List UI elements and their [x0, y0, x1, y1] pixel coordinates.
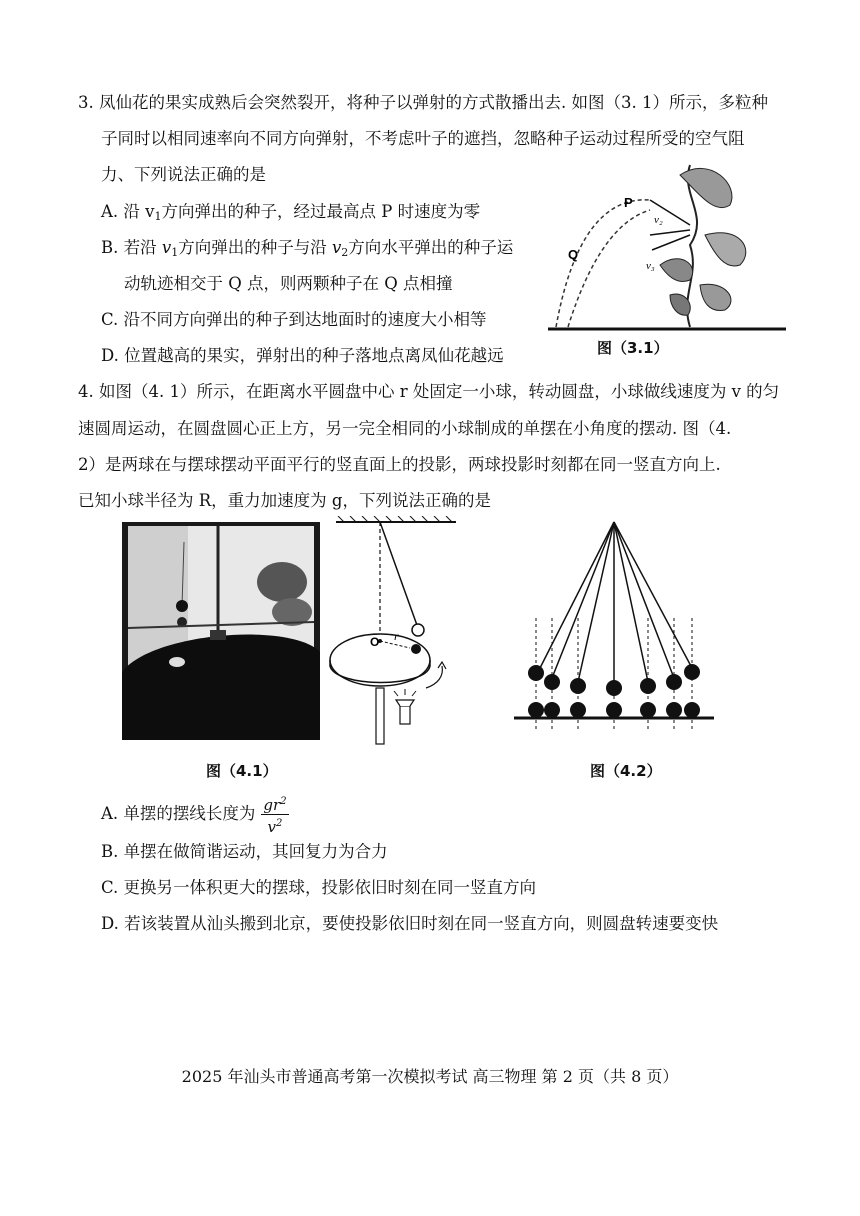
q3-option-a-sub: 1 [154, 210, 162, 223]
q4-stem-line2: 速圆周运动，在圆盘圆心正上方，另一完全相同的小球制成的单摆在小角度的摆动. 图（4. [78, 419, 732, 438]
q3-option-b-post: 方向水平弹出的种子运 [348, 238, 514, 257]
q3-option-a [101, 201, 480, 228]
q3-stem-line3: 力、下列说法正确的是 [101, 165, 266, 184]
q3-option-d: D. 位置越高的果实，弹射出的种子落地点离凤仙花越远 [101, 346, 504, 365]
figure-4-1-diagram [326, 516, 466, 746]
q3-option-a-pre: A. 沿 v [101, 202, 155, 221]
q3-option-c: C. 沿不同方向弹出的种子到达地面时的速度大小相等 [101, 310, 487, 329]
label-q: Q [568, 247, 579, 262]
q3-option-b-v1-sub: 1 [171, 246, 179, 259]
q4-option-d: D. 若该装置从汕头搬到北京，要使投影依旧时刻在同一竖直方向，则圆盘转速要变快 [101, 914, 719, 933]
figure-4-2 [510, 518, 720, 738]
q4-stem-line1: 4. 如图（4. 1）所示，在距离水平圆盘中心 r 处固定一小球，转动圆盘，小球做线速度为 v 的匀 [78, 382, 780, 401]
q4-option-a [101, 792, 289, 836]
q4-option-a-numerator: gr [263, 796, 281, 814]
label-v3: v₃ [646, 260, 655, 272]
q4-option-b: B. 单摆在做简谐运动，其回复力为合力 [101, 842, 388, 861]
figure-4-2-caption: 图（4.2） [590, 762, 662, 780]
q4-option-a-fraction: $\frac{gr^2}{v^2}$ [261, 793, 288, 836]
q4-option-a-denominator: v [267, 818, 277, 836]
figure-3-1-caption: 图（3.1） [597, 339, 669, 357]
q3-option-b-v2: v [331, 238, 342, 257]
q4-stem-line3: 2）是两球在与摆球摆动平面平行的竖直面上的投影，两球投影时刻都在同一竖直方向上. [78, 455, 721, 474]
q3-option-b-v1: v [161, 238, 172, 257]
q3-option-b-mid: 方向弹出的种子与沿 [178, 238, 332, 257]
q3-option-a-post: 方向弹出的种子，经过最高点 P 时速度为零 [161, 202, 481, 221]
page-footer: 2025 年汕头市普通高考第一次模拟考试 高三物理 第 2 页（共 8 页） [181, 1067, 679, 1086]
label-p: P [624, 195, 633, 210]
q4-stem-line4: 已知小球半径为 R，重力加速度为 g，下列说法正确的是 [78, 491, 491, 510]
figure-4-1-caption: 图（4.1） [206, 762, 278, 780]
label-v2: v₂ [654, 214, 663, 226]
q3-stem-line2: 子同时以相同速率向不同方向弹射，不考虑叶子的遮挡，忽略种子运动过程所受的空气阻 [101, 129, 745, 148]
q3-option-b-line2: 动轨迹相交于 Q 点，则两颗种子在 Q 点相撞 [124, 274, 453, 293]
figure-3-1 [540, 155, 790, 335]
q3-option-b-pre: B. 若沿 [101, 238, 162, 257]
label-o: O [370, 635, 380, 649]
q3-option-b-v2-sub: 2 [341, 246, 349, 259]
q4-option-a-pre: A. 单摆的摆线长度为 [101, 804, 256, 823]
q3-stem-line1: 3. 凤仙花的果实成熟后会突然裂开，将种子以弹射的方式散播出去. 如图（3. 1）所示，多粒种 [78, 93, 768, 112]
label-r: r [394, 629, 399, 643]
q3-option-b [101, 237, 513, 264]
q4-option-c: C. 更换另一体积更大的摆球，投影依旧时刻在同一竖直方向 [101, 878, 537, 897]
figure-4-1-photo [122, 522, 320, 740]
